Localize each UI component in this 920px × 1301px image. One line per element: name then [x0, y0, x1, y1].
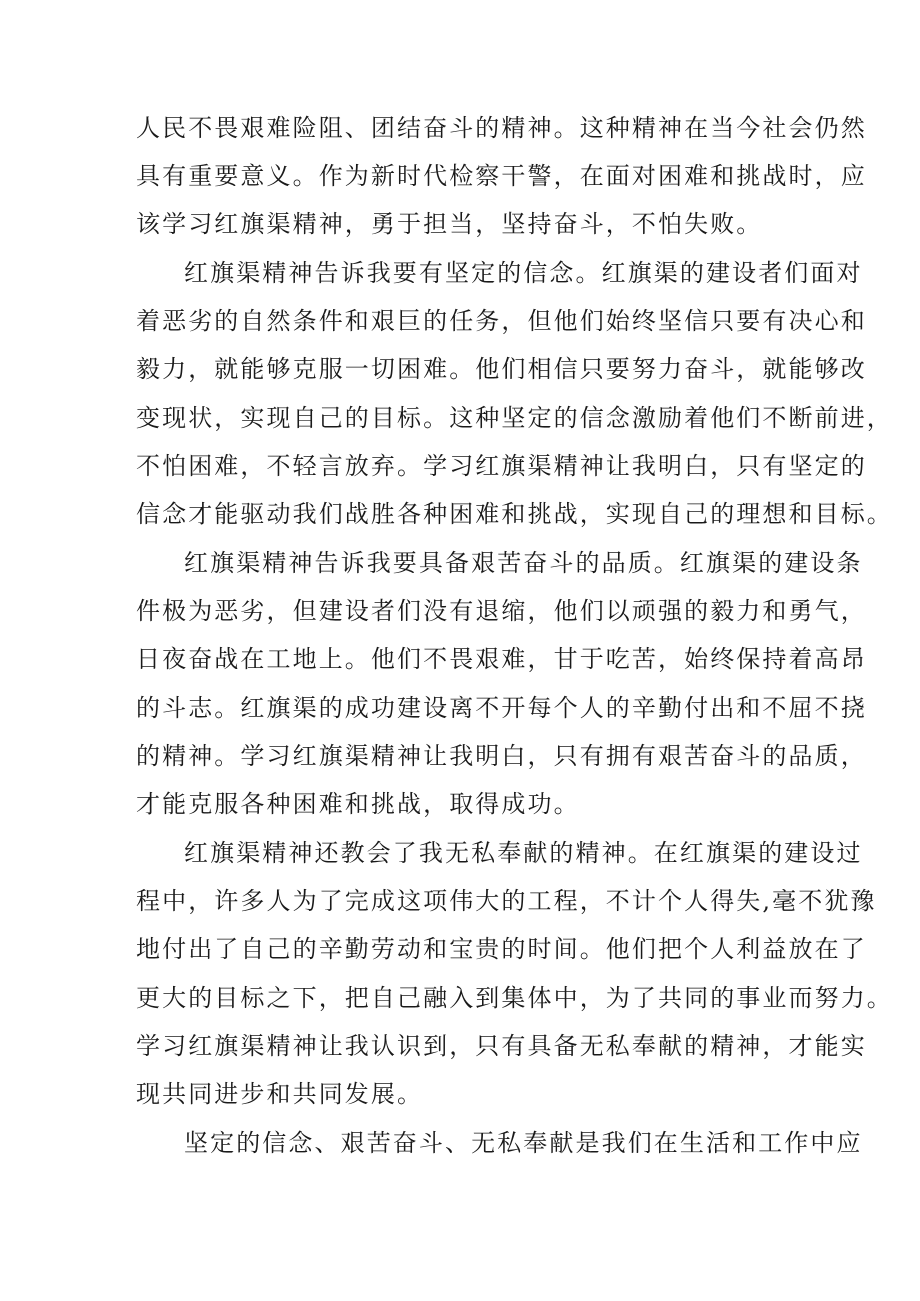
text-line: 不怕困难，不轻言放弃。学习红旗渠精神让我明白，只有坚定的 [136, 452, 867, 480]
text-line: 着恶劣的自然条件和艰巨的任务，但他们始终坚信只要有决心和 [136, 307, 867, 335]
text-line: 毅力，就能够克服一切困难。他们相信只要努力奋斗，就能够改 [136, 355, 867, 383]
text-line: 变现状，实现自己的目标。这种坚定的信念激励着他们不断前进， [136, 404, 893, 432]
paragraph-first-line: 红旗渠精神告诉我要具备艰苦奋斗的品质。红旗渠的建设条 [184, 549, 863, 577]
text-line: 具有重要意义。作为新时代检察干警，在面对困难和挑战时，应 [136, 162, 867, 190]
text-line: 的斗志。红旗渠的成功建设离不开每个人的辛勤付出和不屈不挠 [136, 694, 867, 722]
paragraph-first-line: 坚定的信念、艰苦奋斗、无私奉献是我们在生活和工作中应 [184, 1129, 863, 1157]
text-line: 日夜奋战在工地上。他们不畏艰难，甘于吃苦，始终保持着高昂 [136, 645, 867, 673]
text-line: 才能克服各种困难和挑战，取得成功。 [136, 790, 580, 818]
text-line: 人民不畏艰难险阻、团结奋斗的精神。这种精神在当今社会仍然 [136, 114, 867, 142]
text-line: 信念才能驱动我们战胜各种困难和挑战，实现自己的理想和目标。 [136, 500, 893, 528]
text-line: 件极为恶劣，但建设者们没有退缩，他们以顽强的毅力和勇气， [136, 597, 867, 625]
text-line: 该学习红旗渠精神，勇于担当，坚持奋斗，不怕失败。 [136, 210, 763, 238]
text-line: 程中，许多人为了完成这项伟大的工程，不计个人得失,毫不犹豫 [136, 887, 877, 915]
text-line: 学习红旗渠精神让我认识到，只有具备无私奉献的精神，才能实 [136, 1032, 867, 1060]
text-line: 地付出了自己的辛勤劳动和宝贵的时间。他们把个人利益放在了 [136, 935, 867, 963]
text-line: 现共同进步和共同发展。 [136, 1080, 424, 1108]
paragraph-first-line: 红旗渠精神告诉我要有坚定的信念。红旗渠的建设者们面对 [184, 259, 863, 287]
paragraph-first-line: 红旗渠精神还教会了我无私奉献的精神。在红旗渠的建设过 [184, 839, 863, 867]
text-line: 的精神。学习红旗渠精神让我明白，只有拥有艰苦奋斗的品质， [136, 742, 867, 770]
text-line: 更大的目标之下，把自己融入到集体中，为了共同的事业而努力。 [136, 984, 893, 1012]
